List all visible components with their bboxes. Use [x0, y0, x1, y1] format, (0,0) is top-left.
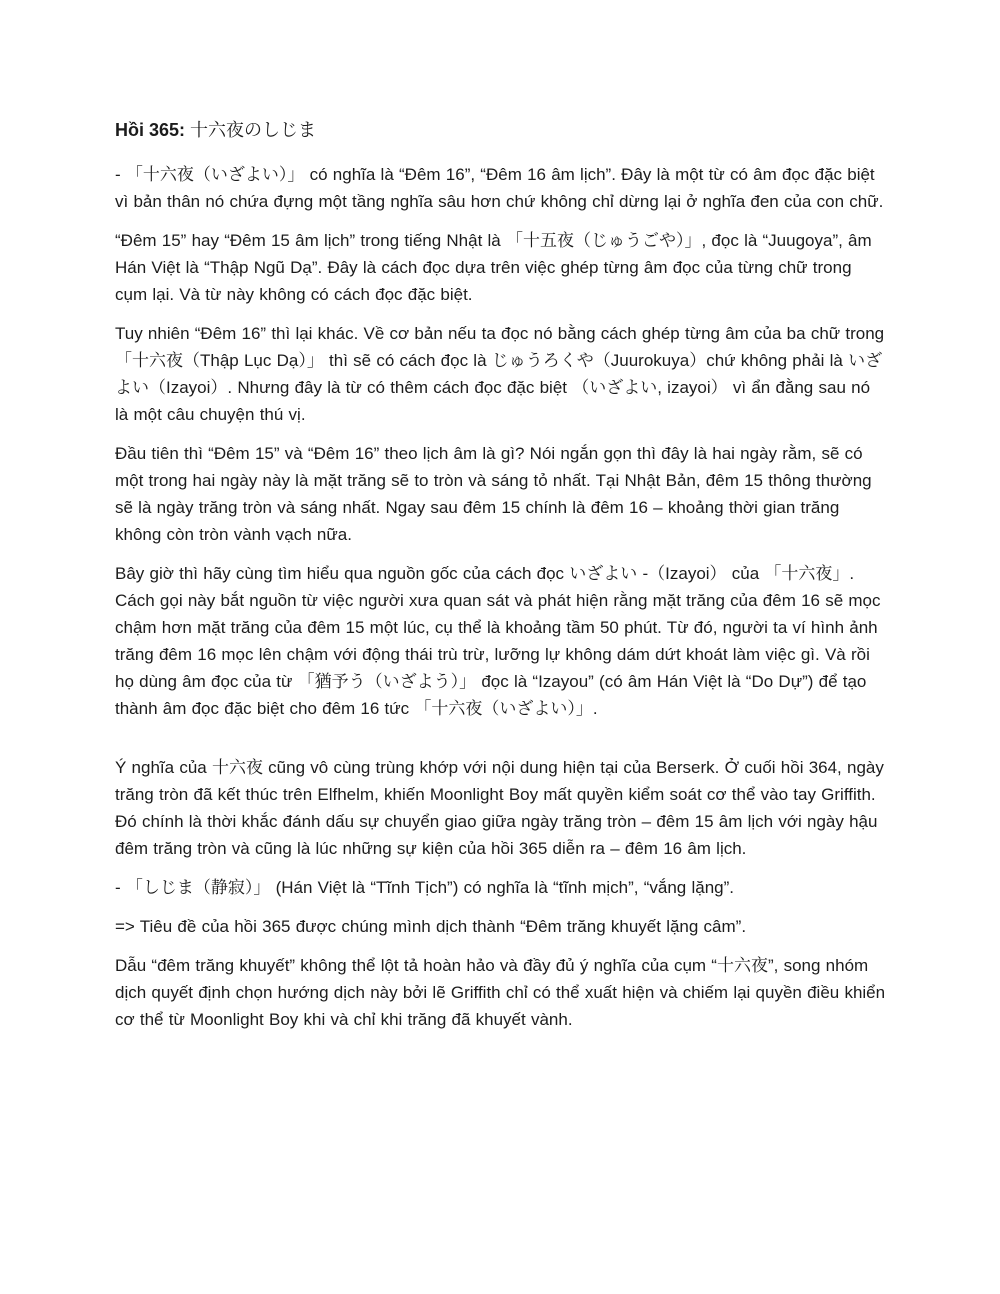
paragraph-izayoi-origin: Bây giờ thì hãy cùng tìm hiểu qua nguồn gốc của cách đọc いざよい -（Izayoi） của 「十六夜」. Cách gọi này bắt nguồn từ việc người xưa quan sát và phát hiện rằng mặt trăng của đêm 16 sẽ mọc chậm hơn mặt trăng của đêm 15 một lúc, cụ thể là khoảng tầm 50 phút. Từ đó, người ta ví hình ảnh trăng đêm 16 mọc lên chậm với động thái trù trừ, lưỡng lự không dám dứt khoát làm việc gì. Và rồi họ dùng âm đọc của từ 「猶予う（いざよう）」 đọc là “Izayou” (có âm Hán Việt là “Do Dự”) để tạo thành âm đọc đặc biệt cho đêm 16 tức 「十六夜（いざよい）」. [115, 564, 881, 718]
paragraph-night16-reading: Tuy nhiên “Đêm 16” thì lại khác. Về cơ bản nếu ta đọc nó bằng cách ghép từng âm của ba chữ trong 「十六夜（Thập Lục Dạ）」 thì sẽ có cách đọc là じゅうろくや（Juurokuya）chứ không phải là いざよい（Izayoi）. Nhưng đây là từ có thêm cách đọc đặc biệt （いざよい, izayoi） vì ẩn đằng sau nó là một câu chuyện thú vị. [115, 324, 885, 424]
page-title [115, 117, 887, 144]
paragraph-berserk-meaning: Ý nghĩa của 十六夜 cũng vô cùng trùng khớp với nội dung hiện tại của Berserk. Ở cuối hồi 364, ngày trăng tròn đã kết thúc trên Elfhelm, khiến Moonlight Boy mất quyền kiểm soát cơ thể vào tay Griffith. Đó chính là thời khắc đánh dấu sự chuyển giao giữa ngày trăng tròn – đêm 15 âm lịch với ngày hậu đêm trăng tròn và cũng là lúc những sự kiện của hồi 365 diễn ra – đêm 16 âm lịch. [115, 758, 884, 858]
paragraph-translation-rationale: Dẫu “đêm trăng khuyết” không thể lột tả hoàn hảo và đầy đủ ý nghĩa của cụm “十六夜”, song nhóm dịch quyết định chọn hướng dịch này bởi lẽ Griffith chỉ có thể xuất hiện và chiếm lại quyền điều khiển cơ thể từ Moonlight Boy khi và chỉ khi trăng đã khuyết vành. [115, 956, 886, 1029]
paragraph-juugoya: “Đêm 15” hay “Đêm 15 âm lịch” trong tiếng Nhật là 「十五夜（じゅうごや）」, đọc là “Juugoya”, âm Hán Việt là “Thập Ngũ Dạ”. Đây là cách đọc dựa trên việc ghép từng âm đọc của từng chữ trong cụm lại. Và từ này không có cách đọc đặc biệt. [115, 231, 872, 304]
paragraph-izayoi-definition: - 「十六夜（いざよい）」 có nghĩa là “Đêm 16”, “Đêm 16 âm lịch”. Đây là một từ có âm đọc đặc biệt vì bản thân nó chứa đựng một tầng nghĩa sâu hơn chứ không chỉ dừng lại ở nghĩa đen của con chữ. [115, 165, 884, 211]
chapter-title-japanese: 十六夜のしじま [190, 120, 317, 140]
paragraph-shijima-definition: - 「しじま（静寂）」 (Hán Việt là “Tĩnh Tịch”) có nghĩa là “tĩnh mịch”, “vắng lặng”. [115, 878, 735, 897]
paragraph-translated-title: => Tiêu đề của hồi 365 được chúng mình dịch thành “Đêm trăng khuyết lặng câm”. [115, 917, 747, 936]
paragraph-lunar-calendar: Đầu tiên thì “Đêm 15” và “Đêm 16” theo lịch âm là gì? Nói ngắn gọn thì đây là hai ngày rằm, sẽ có một trong hai ngày này là mặt trăng sẽ to tròn và sáng tỏ nhất. Tại Nhật Bản, đêm 15 thông thường sẽ là ngày trăng tròn và sáng nhất. Ngay sau đêm 15 chính là đêm 16 – khoảng thời gian trăng không còn tròn vành vạch nữa. [115, 444, 872, 544]
chapter-number-label: Hồi 365: [115, 120, 186, 140]
